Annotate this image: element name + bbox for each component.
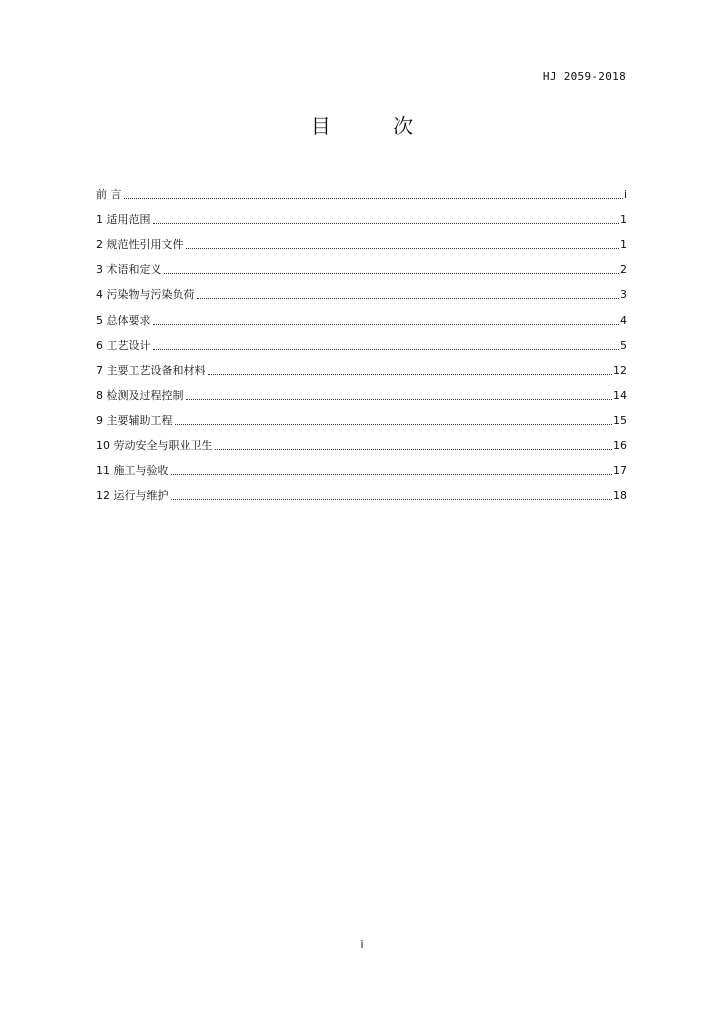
toc-list — [96, 177, 627, 503]
toc-entry-6[interactable] — [96, 328, 627, 353]
toc-dot-leader — [124, 198, 623, 199]
toc-dot-leader — [153, 223, 620, 224]
toc-dot-leader — [153, 324, 620, 325]
toc-entry-label: 9 主要辅助工程 — [96, 413, 173, 427]
toc-dot-leader — [208, 374, 613, 375]
toc-entry-label: 2 规范性引用文件 — [96, 238, 184, 252]
page-number: i — [360, 938, 364, 951]
toc-dot-leader — [215, 449, 613, 450]
toc-entry-10[interactable] — [96, 428, 627, 453]
toc-entry-7[interactable] — [96, 353, 627, 378]
toc-entry-label: 7 主要工艺设备和材料 — [96, 363, 206, 377]
toc-entry-label: 1 适用范围 — [96, 213, 151, 227]
toc-entry-1[interactable] — [96, 202, 627, 227]
toc-dot-leader — [164, 273, 620, 274]
toc-entry-page: 14 — [613, 388, 627, 402]
toc-entry-label: 3 术语和定义 — [96, 263, 162, 277]
toc-dot-leader — [186, 248, 620, 249]
toc-entry-label: 11 施工与验收 — [96, 464, 169, 478]
toc-entry-label: 8 检测及过程控制 — [96, 388, 184, 402]
toc-entry-page: 16 — [613, 439, 627, 453]
toc-entry-page: 4 — [620, 313, 627, 327]
toc-dot-leader — [153, 349, 620, 350]
toc-entry-label: 5 总体要求 — [96, 313, 151, 327]
toc-entry-page: 18 — [613, 489, 627, 503]
toc-entry-page: 1 — [620, 213, 627, 227]
toc-entry-2[interactable] — [96, 227, 627, 252]
toc-entry-page: 17 — [613, 464, 627, 478]
toc-dot-leader — [175, 424, 613, 425]
toc-entry-5[interactable] — [96, 302, 627, 327]
toc-entry-foreword[interactable] — [96, 177, 627, 202]
toc-entry-12[interactable] — [96, 478, 627, 503]
toc-entry-page: 12 — [613, 363, 627, 377]
toc-entry-page: 5 — [620, 338, 627, 352]
toc-entry-11[interactable] — [96, 453, 627, 478]
toc-entry-8[interactable] — [96, 378, 627, 403]
toc-entry-3[interactable] — [96, 252, 627, 277]
toc-entry-page: 2 — [620, 263, 627, 277]
toc-entry-label: 6 工艺设计 — [96, 338, 151, 352]
toc-entry-9[interactable] — [96, 403, 627, 428]
toc-entry-label: 10 劳动安全与职业卫生 — [96, 439, 213, 453]
toc-entry-4[interactable] — [96, 277, 627, 302]
toc-dot-leader — [171, 474, 613, 475]
toc-entry-page: i — [623, 188, 627, 202]
toc-dot-leader — [186, 399, 613, 400]
toc-entry-label: 前 言 — [96, 188, 122, 202]
toc-entry-page: 3 — [620, 288, 627, 302]
toc-entry-label: 12 运行与维护 — [96, 489, 169, 503]
document-code: HJ 2059-2018 — [542, 70, 626, 83]
toc-entry-label: 4 污染物与污染负荷 — [96, 288, 195, 302]
toc-title: 目 次 — [310, 114, 442, 138]
toc-dot-leader — [171, 499, 613, 500]
toc-entry-page: 1 — [620, 238, 627, 252]
toc-dot-leader — [197, 298, 620, 299]
toc-entry-page: 15 — [613, 413, 627, 427]
